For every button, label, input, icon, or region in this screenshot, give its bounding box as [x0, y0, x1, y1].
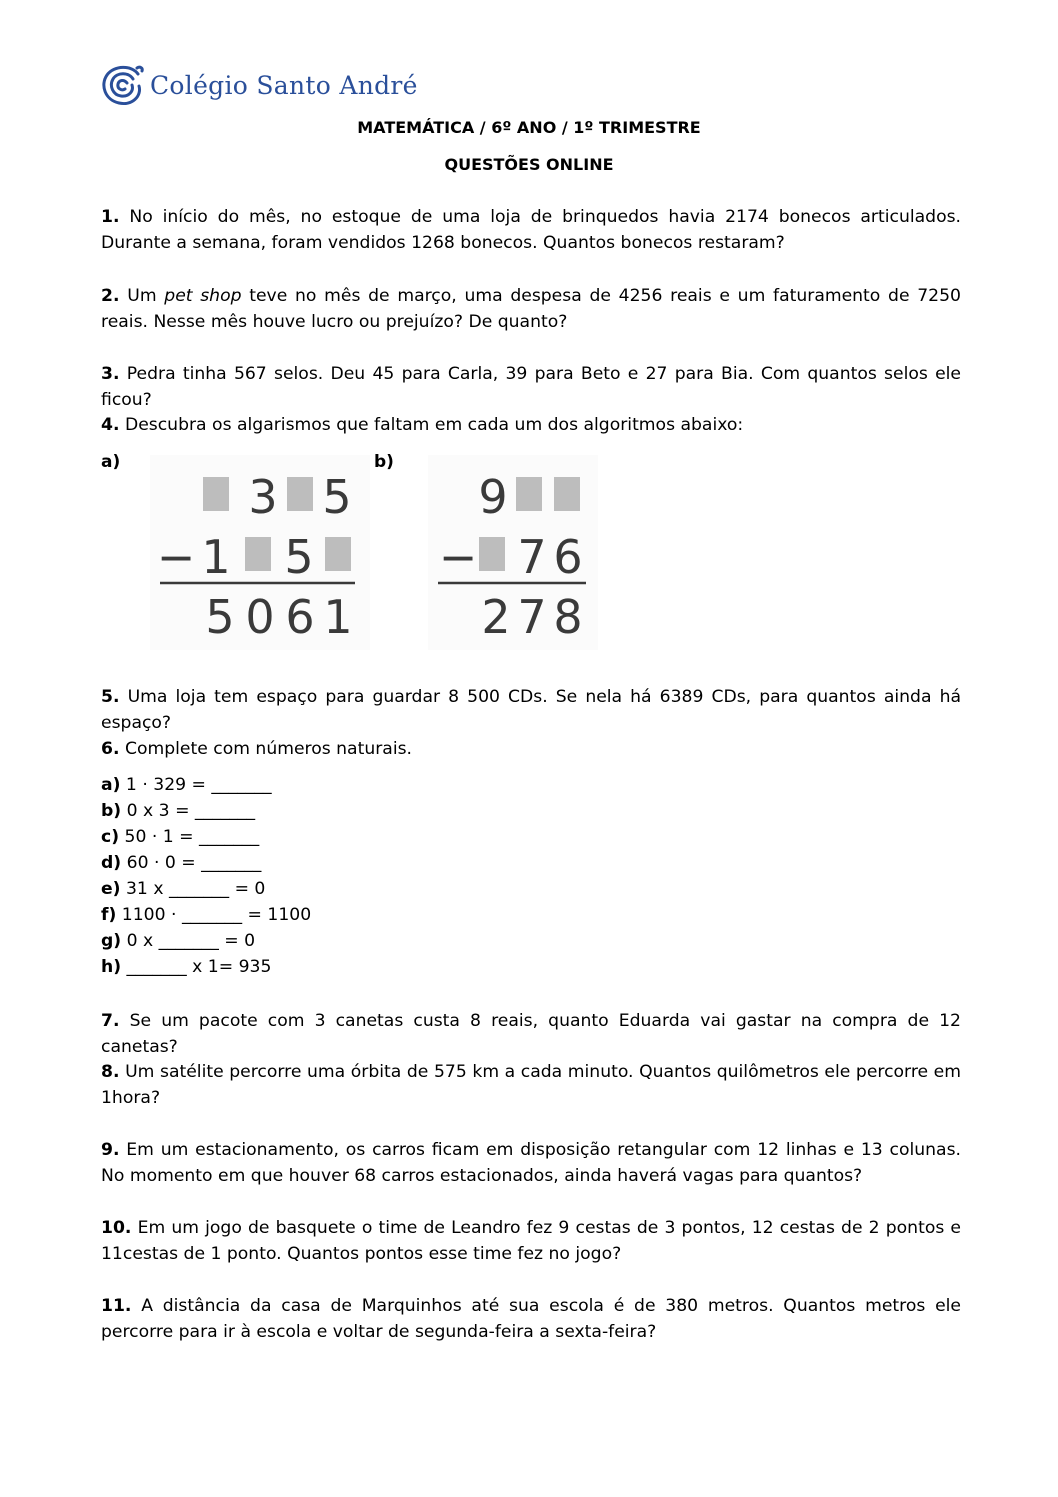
digit: 8 — [553, 590, 583, 644]
algorithm-b-label: b) — [374, 452, 394, 472]
question-text: A distância da casa de Marquinhos até sua escola é de 380 metros. Quantos metros ele percorre para ir à escola e voltar de segunda-feira a sexta-feira? — [101, 1296, 961, 1342]
algorithm-a-label: a) — [101, 452, 121, 472]
missing-digit-box — [203, 477, 229, 511]
algorithm-a — [150, 455, 370, 650]
school-name: Colégio Santo André — [150, 70, 418, 100]
question-text: Complete com números naturais. — [124, 739, 413, 759]
question-text-italic: pet shop — [164, 286, 242, 306]
question-8 — [101, 1059, 961, 1111]
question-number: 6. — [101, 739, 120, 759]
missing-digit-box — [516, 477, 542, 511]
question-number: 9. — [101, 1140, 120, 1160]
question-text-pre: Um — [127, 286, 165, 306]
list-item: b) 0 x 3 = _______ — [101, 801, 256, 821]
digit: 9 — [478, 470, 508, 524]
question-5 — [101, 684, 961, 736]
question-text: No início do mês, no estoque de uma loja de brinquedos havia 2174 bonecos articulados. Durante a semana, foram vendidos 1268 bonecos. Quantos bonecos restaram? — [101, 207, 961, 253]
digit: 5 — [284, 530, 314, 584]
question-text: Descubra os algarismos que faltam em cada um dos algoritmos abaixo: — [124, 415, 744, 435]
digit: 7 — [517, 590, 547, 644]
list-item: c) 50 · 1 = _______ — [101, 827, 260, 847]
question-2 — [101, 283, 961, 335]
digit: 1 — [323, 590, 353, 644]
question-text: Em um jogo de basquete o time de Leandro fez 9 cestas de 3 pontos, 12 cestas de 2 pontos e 11cestas de 1 ponto. Quantos pontos esse time fez no jogo? — [101, 1218, 962, 1264]
school-logo — [100, 60, 418, 110]
list-item: e) 31 x _______ = 0 — [101, 879, 266, 899]
page-title: MATEMÁTICA / 6º ANO / 1º TRIMESTRE — [357, 118, 701, 137]
digit: 2 — [481, 590, 511, 644]
missing-digit-box — [554, 477, 580, 511]
algorithm-b — [428, 455, 598, 650]
list-item: h) _______ x 1= 935 — [101, 957, 272, 977]
question-number: 3. — [101, 364, 120, 384]
question-9 — [101, 1137, 961, 1189]
missing-digit-box — [325, 537, 351, 571]
question-text: Um satélite percorre uma órbita de 575 km a cada minuto. Quantos quilômetros ele percorre em 1hora? — [101, 1062, 961, 1108]
question-text: teve no mês de março, uma despesa de 4256 reais e um faturamento de 7250 reais. Nesse mês houve lucro ou prejuízo? De quanto? — [101, 286, 961, 332]
question-10 — [101, 1215, 961, 1267]
list-item: f) 1100 · _______ = 1100 — [101, 905, 312, 925]
missing-digit-box — [479, 537, 505, 571]
question-number: 11. — [101, 1296, 132, 1316]
q6-items — [101, 772, 311, 980]
digit: 6 — [285, 590, 315, 644]
digit: 5 — [322, 470, 352, 524]
question-number: 8. — [101, 1062, 120, 1082]
digit: 6 — [553, 530, 583, 584]
list-item: d) 60 · 0 = _______ — [101, 853, 262, 873]
digit: 5 — [205, 590, 235, 644]
question-number: 7. — [101, 1011, 120, 1031]
question-number: 5. — [101, 687, 120, 707]
minus-sign: − — [438, 530, 478, 584]
list-item: a) 1 · 329 = _______ — [101, 775, 272, 795]
question-3 — [101, 361, 961, 413]
digit: 7 — [517, 530, 547, 584]
minus-sign: − — [156, 530, 196, 584]
swirl-logo-icon — [100, 62, 144, 108]
digit: 0 — [245, 590, 275, 644]
missing-digit-box — [245, 537, 271, 571]
question-text: Em um estacionamento, os carros ficam em disposição retangular com 12 linhas e 13 colunas. No momento em que houver 68 carros estacionados, ainda haverá vagas para quantos? — [101, 1140, 961, 1186]
page-subtitle: QUESTÕES ONLINE — [444, 155, 614, 174]
question-number: 4. — [101, 415, 120, 435]
question-4 — [101, 412, 961, 438]
list-item: g) 0 x _______ = 0 — [101, 931, 256, 951]
question-6 — [101, 736, 961, 762]
question-number: 2. — [101, 286, 120, 306]
digit: 1 — [201, 530, 231, 584]
question-number: 10. — [101, 1218, 132, 1238]
question-text: Se um pacote com 3 canetas custa 8 reais, quanto Eduarda vai gastar na compra de 12 canetas? — [101, 1011, 961, 1057]
question-1 — [101, 204, 961, 256]
missing-digit-box — [287, 477, 313, 511]
question-text: Pedra tinha 567 selos. Deu 45 para Carla, 39 para Beto e 27 para Bia. Com quantos selos ele ficou? — [101, 364, 962, 410]
question-7 — [101, 1008, 961, 1060]
question-number: 1. — [101, 207, 120, 227]
question-11 — [101, 1293, 961, 1345]
digit: 3 — [248, 470, 278, 524]
question-text: Uma loja tem espaço para guardar 8 500 CDs. Se nela há 6389 CDs, para quantos ainda há espaço? — [101, 687, 961, 733]
